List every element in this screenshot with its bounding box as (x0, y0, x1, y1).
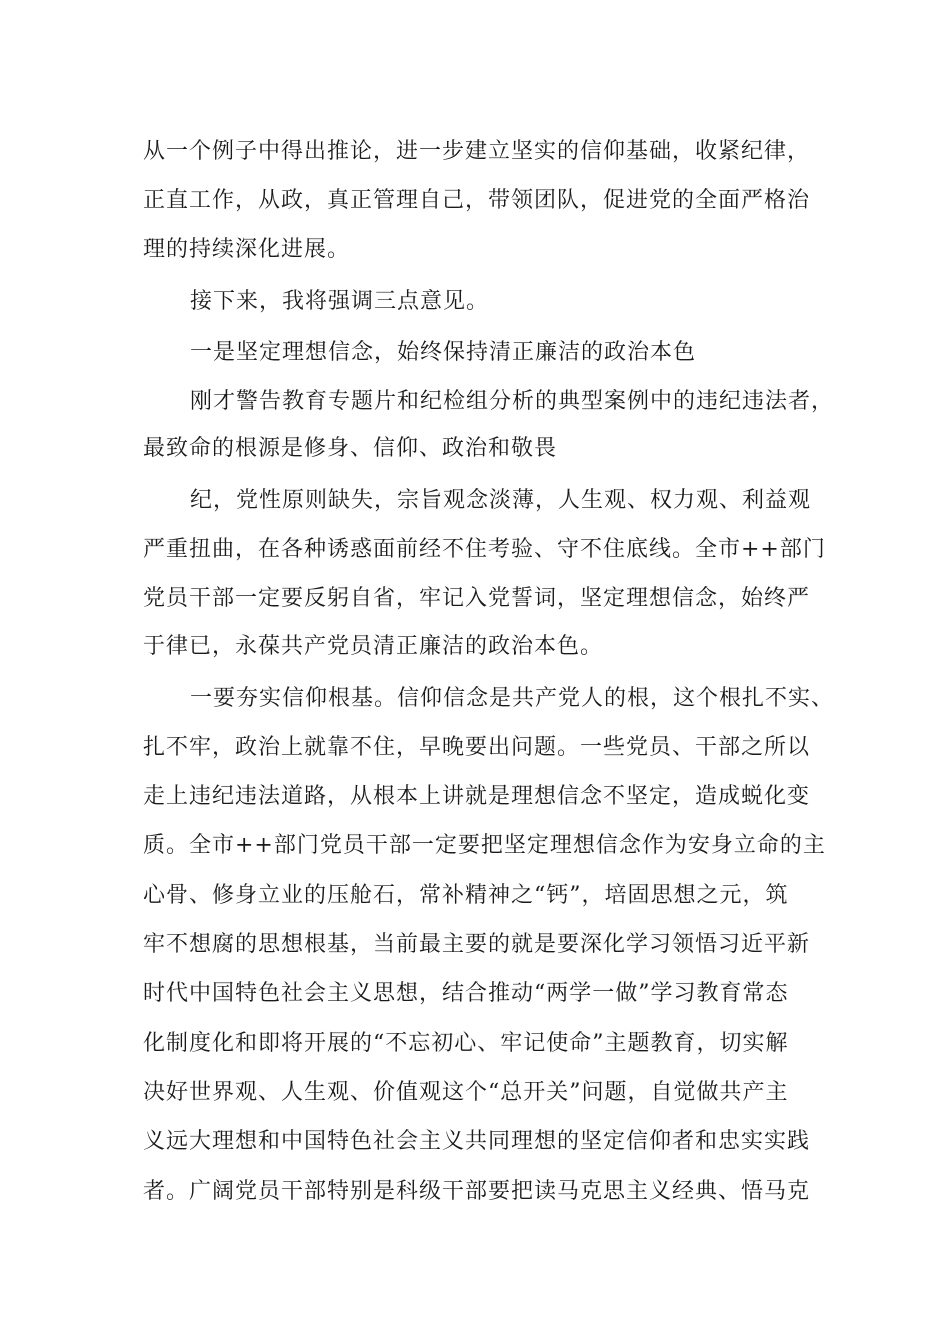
text-line: 牢不想腐的思想根基，当前最主要的就是要深化学习领悟习近平新 (143, 932, 811, 957)
section-heading: 一是坚定理想信念，始终保持清正廉洁的政治本色 (190, 340, 697, 365)
text-line: 党员干部一定要反躬自省，牢记入党誓词，坚定理想信念，始终严 (143, 586, 811, 611)
text-line: 最致命的根源是修身、信仰、政治和敬畏 (143, 436, 558, 461)
text-line: 正直工作，从政，真正管理自己，带领团队，促进党的全面严格治 (143, 188, 811, 213)
text-line: 化制度化和即将开展的“不忘初心、牢记使命”主题教育，切实解 (143, 1031, 789, 1056)
text-line: 走上违纪违法道路，从根本上讲就是理想信念不坚定，造成蜕化变 (143, 784, 811, 809)
text-line: 质。全市++部门党员干部一定要把坚定理想信念作为安身立命的主 (143, 833, 826, 858)
text-line: 一要夯实信仰根基。信仰信念是共产党人的根，这个根扎不实、 (190, 686, 835, 711)
text-line: 心骨、修身立业的压舱石，常补精神之“钙”，培固思想之元，筑 (143, 883, 789, 908)
text-line: 刚才警告教育专题片和纪检组分析的典型案例中的违纪违法者， (190, 389, 835, 414)
text-line: 义远大理想和中国特色社会主义共同理想的坚定信仰者和忠实实践 (143, 1129, 811, 1154)
text-line: 扎不牢，政治上就靠不住，早晚要出问题。一些党员、干部之所以 (143, 735, 811, 760)
text-line: 纪，党性原则缺失，宗旨观念淡薄，人生观、权力观、利益观 (190, 488, 812, 513)
text-line: 从一个例子中得出推论，进一步建立坚实的信仰基础，收紧纪律， (143, 139, 811, 164)
text-line: 决好世界观、人生观、价值观这个“总开关”问题，自觉做共产主 (143, 1080, 789, 1105)
text-line: 理的持续深化进展。 (143, 237, 351, 262)
text-line: 时代中国特色社会主义思想，结合推动“两学一做”学习教育常态 (143, 981, 789, 1006)
text-line: 接下来，我将强调三点意见。 (190, 289, 490, 314)
text-line: 严重扭曲，在各种诱惑面前经不住考验、守不住底线。全市++部门 (143, 537, 826, 562)
text-line: 于律已，永葆共产党员清正廉洁的政治本色。 (143, 634, 604, 659)
text-line: 者。广阔党员干部特别是科级干部要把读马克思主义经典、悟马克 (143, 1179, 811, 1204)
